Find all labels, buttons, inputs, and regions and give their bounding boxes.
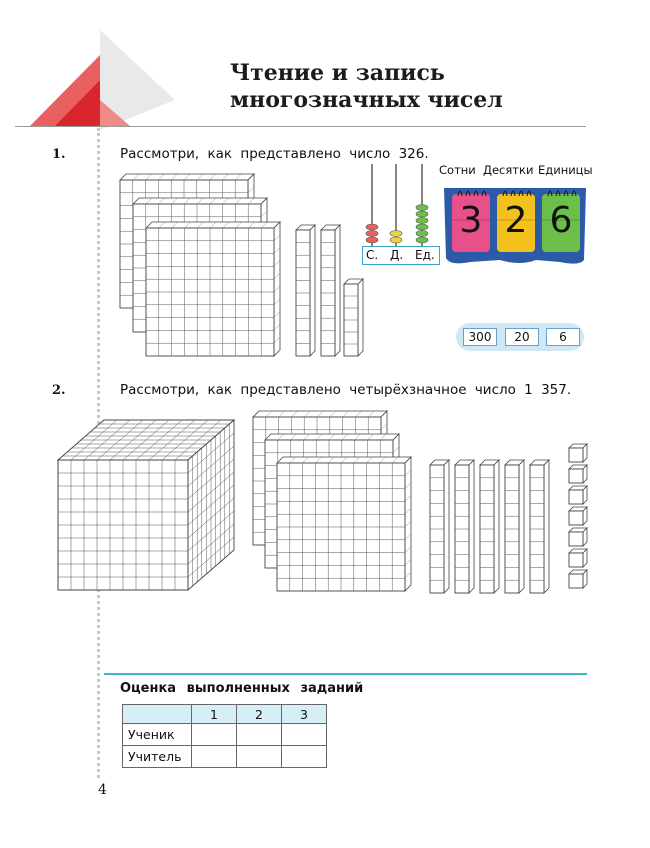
task-text-1: Рассмотри, как представлено число 326. — [120, 146, 429, 162]
ten-rod — [455, 460, 474, 593]
corner-decoration — [0, 0, 200, 150]
table-corner — [123, 705, 192, 724]
header-hundreds: Сотни — [439, 163, 476, 177]
ten-rod — [430, 460, 449, 593]
ten-rod — [530, 460, 549, 593]
base-ten-blocks-1357 — [50, 405, 600, 605]
ones-stack — [344, 279, 363, 356]
thousand-cube — [58, 420, 234, 590]
task-number-1: 1. — [52, 147, 66, 162]
title-rule — [15, 126, 586, 127]
abacus-bead — [416, 224, 428, 230]
header-ones: Единицы — [538, 163, 593, 177]
abacus-bead — [416, 231, 428, 237]
ones-column — [344, 279, 363, 356]
abacus-bead — [366, 237, 378, 243]
header-tens: Десятки — [483, 163, 534, 177]
base-ten-blocks-326 — [110, 168, 380, 363]
row-label-teacher: Учитель — [123, 746, 192, 768]
col-header: 1 — [192, 705, 237, 724]
card-digit-hundreds: 3 — [459, 200, 483, 241]
grade-cell[interactable] — [192, 746, 237, 768]
expanded-ones: 6 — [546, 328, 580, 346]
expanded-tens: 20 — [505, 328, 539, 346]
expanded-hundreds: 300 — [463, 328, 497, 346]
abacus-label-tens: Д. — [390, 248, 404, 262]
abacus-bead — [390, 231, 402, 237]
one-cube — [569, 549, 587, 567]
ten-rod — [296, 225, 315, 356]
col-header: 2 — [237, 705, 282, 724]
abacus-label-hundreds: С. — [366, 248, 379, 262]
col-header: 3 — [282, 705, 327, 724]
abacus-bead — [416, 205, 428, 211]
abacus — [362, 164, 442, 248]
card-digit-ones: 6 — [549, 200, 573, 241]
task-number-2: 2. — [52, 383, 66, 398]
grade-cell[interactable] — [237, 724, 282, 746]
abacus-bead — [366, 231, 378, 237]
abacus-bead — [366, 224, 378, 230]
ten-rod — [505, 460, 524, 593]
hundred-flat — [146, 222, 280, 356]
abacus-bead — [416, 237, 428, 243]
one-cube — [569, 570, 587, 588]
hundred-flat — [277, 457, 411, 591]
evaluation-divider — [104, 673, 587, 675]
grade-cell[interactable] — [282, 724, 327, 746]
grade-cell[interactable] — [192, 724, 237, 746]
grade-cell[interactable] — [282, 746, 327, 768]
one-cube — [569, 444, 587, 462]
page-title: Чтение и запись многозначных чисел — [230, 60, 503, 113]
one-cube — [569, 528, 587, 546]
page-number: 4 — [98, 782, 107, 798]
one-cube — [569, 486, 587, 504]
task-text-2: Рассмотри, как представлено четырёхзначное число 1 357. — [120, 382, 572, 398]
ten-rod — [321, 225, 340, 356]
abacus-bead — [416, 218, 428, 224]
ten-rod — [480, 460, 499, 593]
evaluation-title: Оценка выполненных заданий — [120, 681, 364, 696]
evaluation-table — [122, 704, 327, 768]
abacus-label-box — [362, 246, 440, 265]
one-cube — [569, 507, 587, 525]
abacus-bead — [416, 211, 428, 217]
card-digit-tens: 2 — [504, 200, 528, 241]
row-label-student: Ученик — [123, 724, 192, 746]
abacus-label-ones: Ед. — [415, 248, 435, 262]
one-cube — [569, 465, 587, 483]
grade-cell[interactable] — [237, 746, 282, 768]
abacus-bead — [390, 237, 402, 243]
